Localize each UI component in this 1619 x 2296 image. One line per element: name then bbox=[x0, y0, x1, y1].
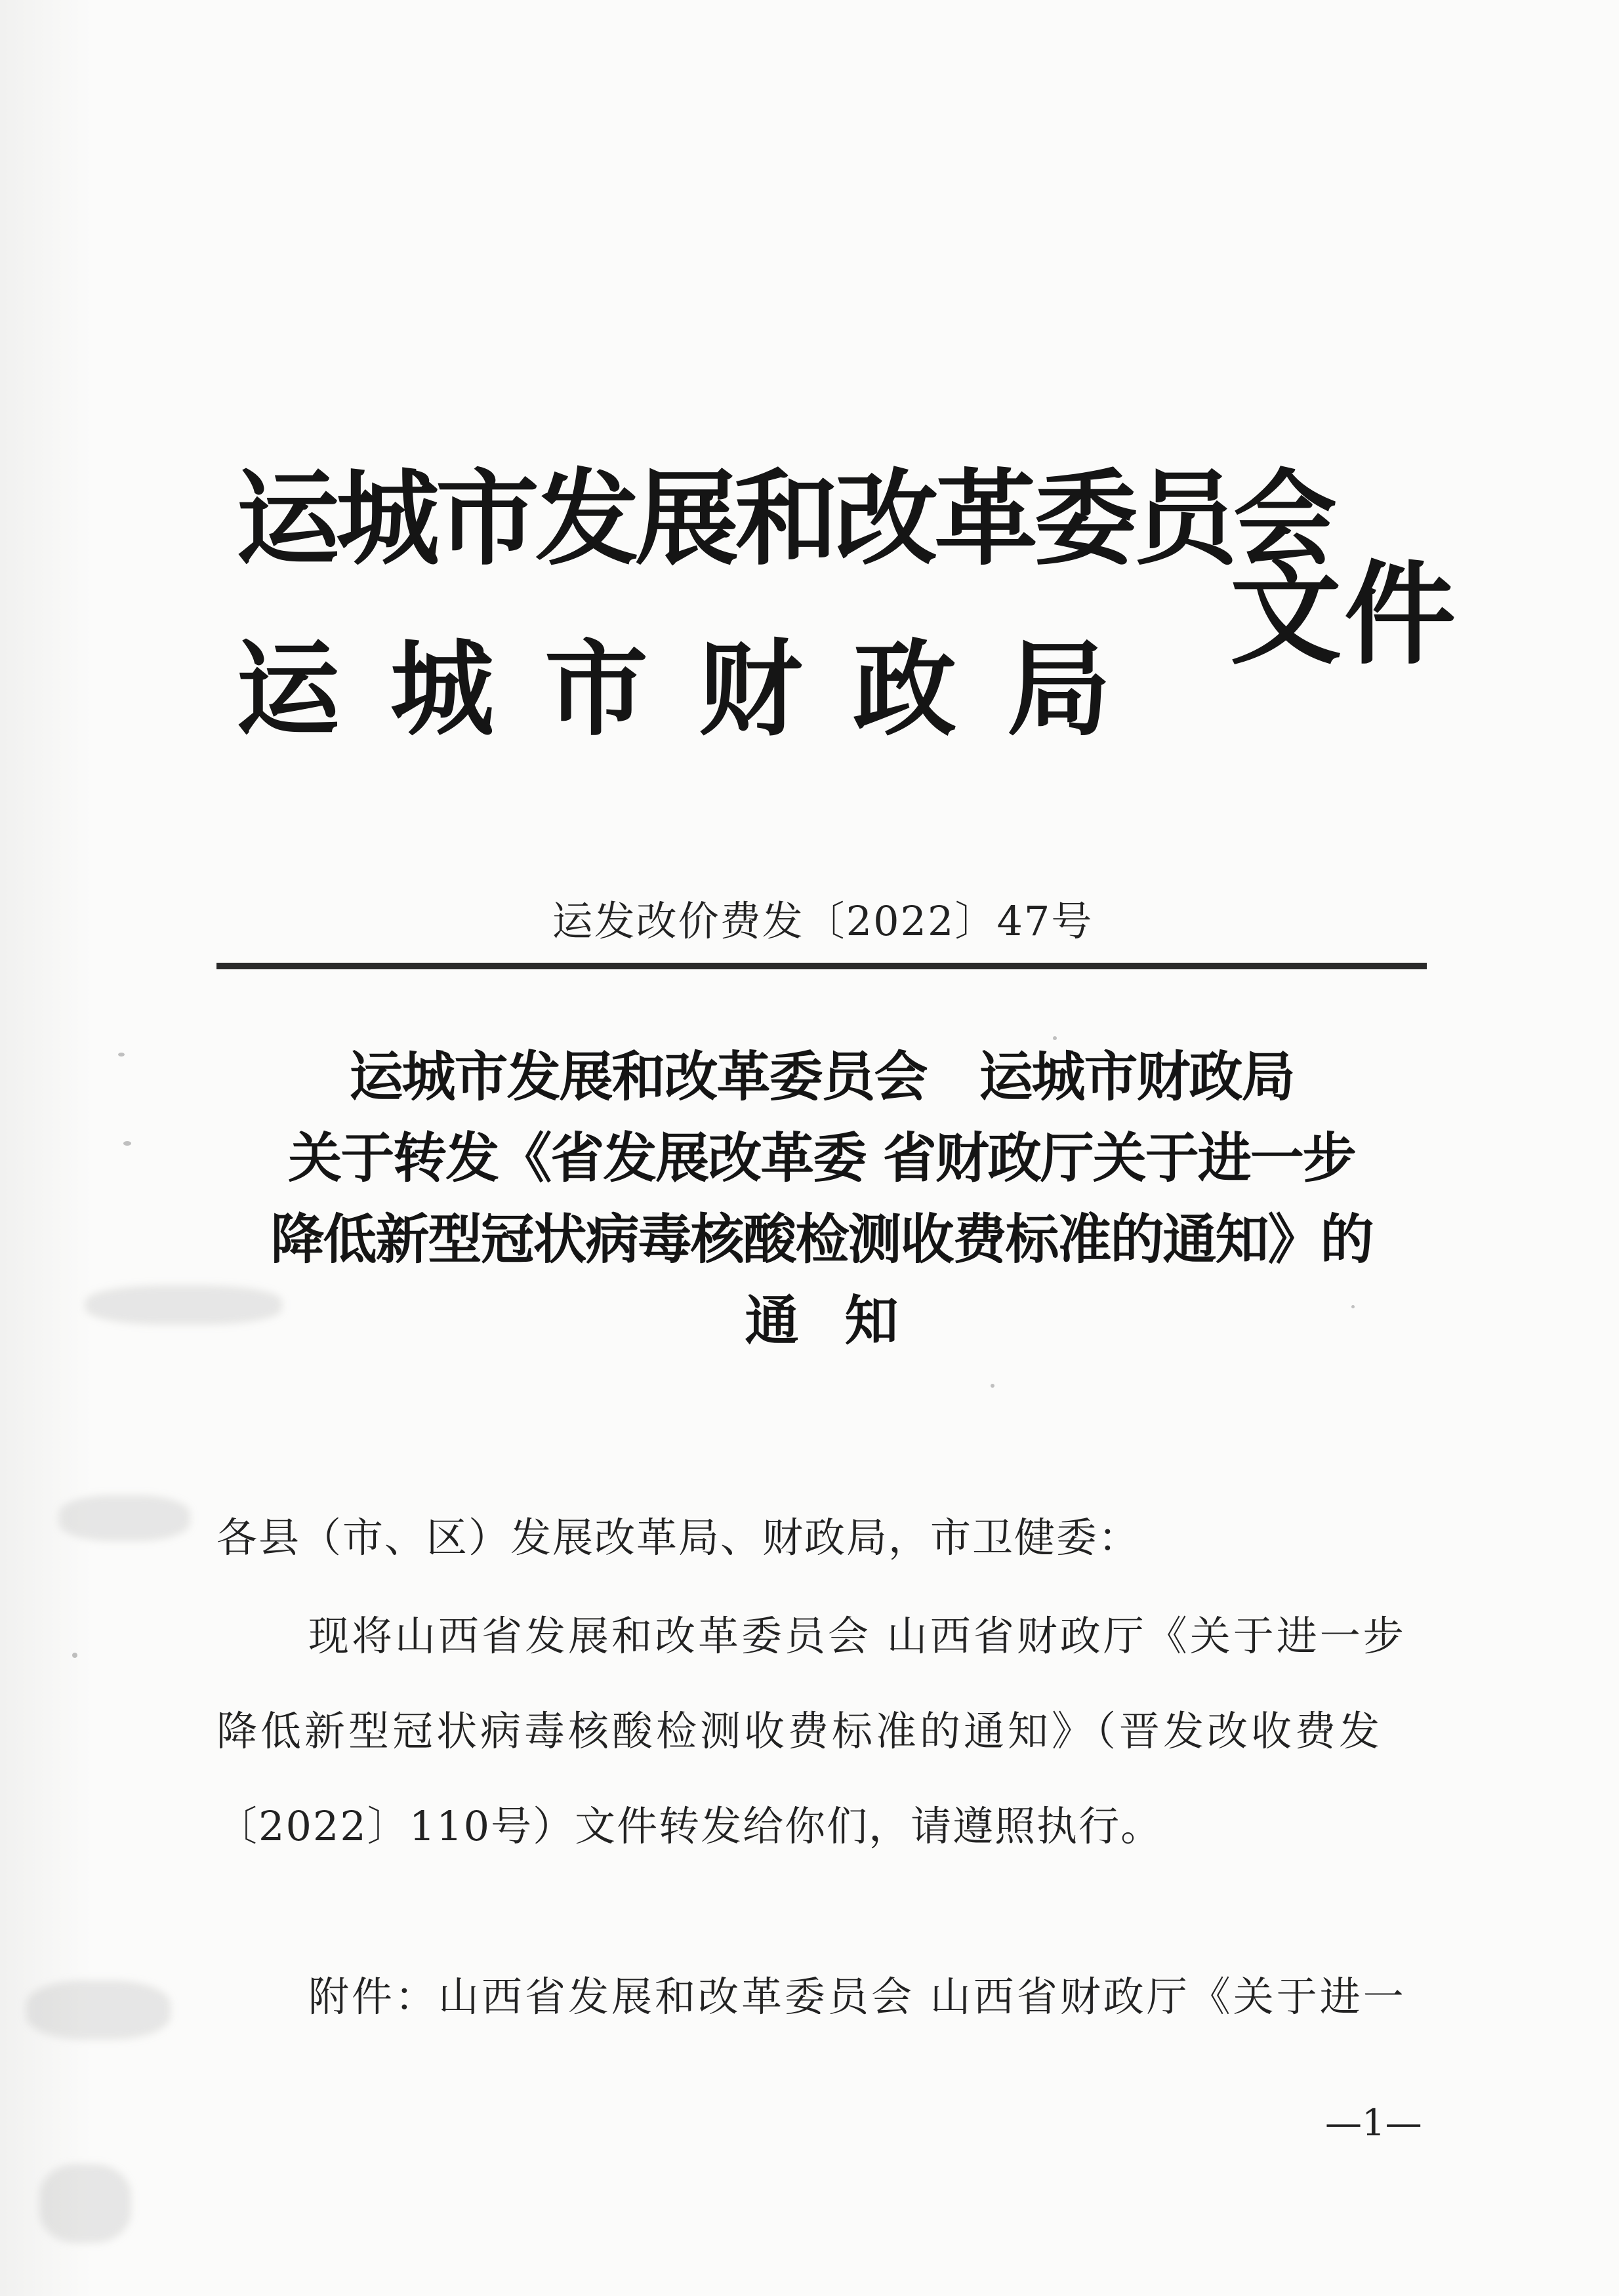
scan-speck bbox=[72, 1653, 77, 1658]
scan-speck bbox=[123, 1141, 131, 1146]
title-line: 运城市发展和改革委员会 运城市财政局 bbox=[349, 1045, 1294, 1108]
body-paragraph-line: 降低新型冠状病毒核酸检测收费标准的通知》（晋发改收费发 bbox=[216, 1707, 1383, 1755]
issuer-name-1: 运城市发展和改革委员会 bbox=[236, 458, 1333, 580]
title-line: 关于转发《省发展改革委 省财政厅关于进一步 bbox=[288, 1127, 1355, 1190]
scan-speck bbox=[118, 1053, 125, 1057]
document-number: 运发改价费发〔2022〕47号 bbox=[552, 897, 1094, 945]
document-title bbox=[216, 1036, 1427, 1361]
scan-smudge bbox=[26, 1981, 171, 2040]
scan-smudge bbox=[39, 2164, 131, 2243]
attachment-line: 附件：山西省发展和改革委员会 山西省财政厅《关于进一 bbox=[308, 1973, 1406, 2021]
body-paragraph-line: 现将山西省发展和改革委员会 山西省财政厅《关于进一步 bbox=[308, 1612, 1406, 1660]
salutation: 各县（市、区）发展改革局、财政局，市卫健委： bbox=[216, 1514, 1141, 1561]
scan-smudge bbox=[59, 1495, 190, 1541]
title-line: 通知 bbox=[745, 1289, 945, 1352]
header-rule bbox=[216, 963, 1427, 969]
scan-speck bbox=[991, 1384, 994, 1388]
title-line: 降低新型冠状病毒核酸检测收费标准的通知》的 bbox=[270, 1208, 1373, 1271]
body-paragraph-line: 〔2022〕110号）文件转发给你们，请遵照执行。 bbox=[216, 1802, 1163, 1850]
scan-shadow-edge bbox=[0, 0, 92, 2296]
issuer-name-2: 运城市财政局 bbox=[236, 629, 1161, 750]
masthead-suffix: 文件 bbox=[1230, 549, 1459, 680]
page-number: —1— bbox=[1325, 2102, 1422, 2145]
